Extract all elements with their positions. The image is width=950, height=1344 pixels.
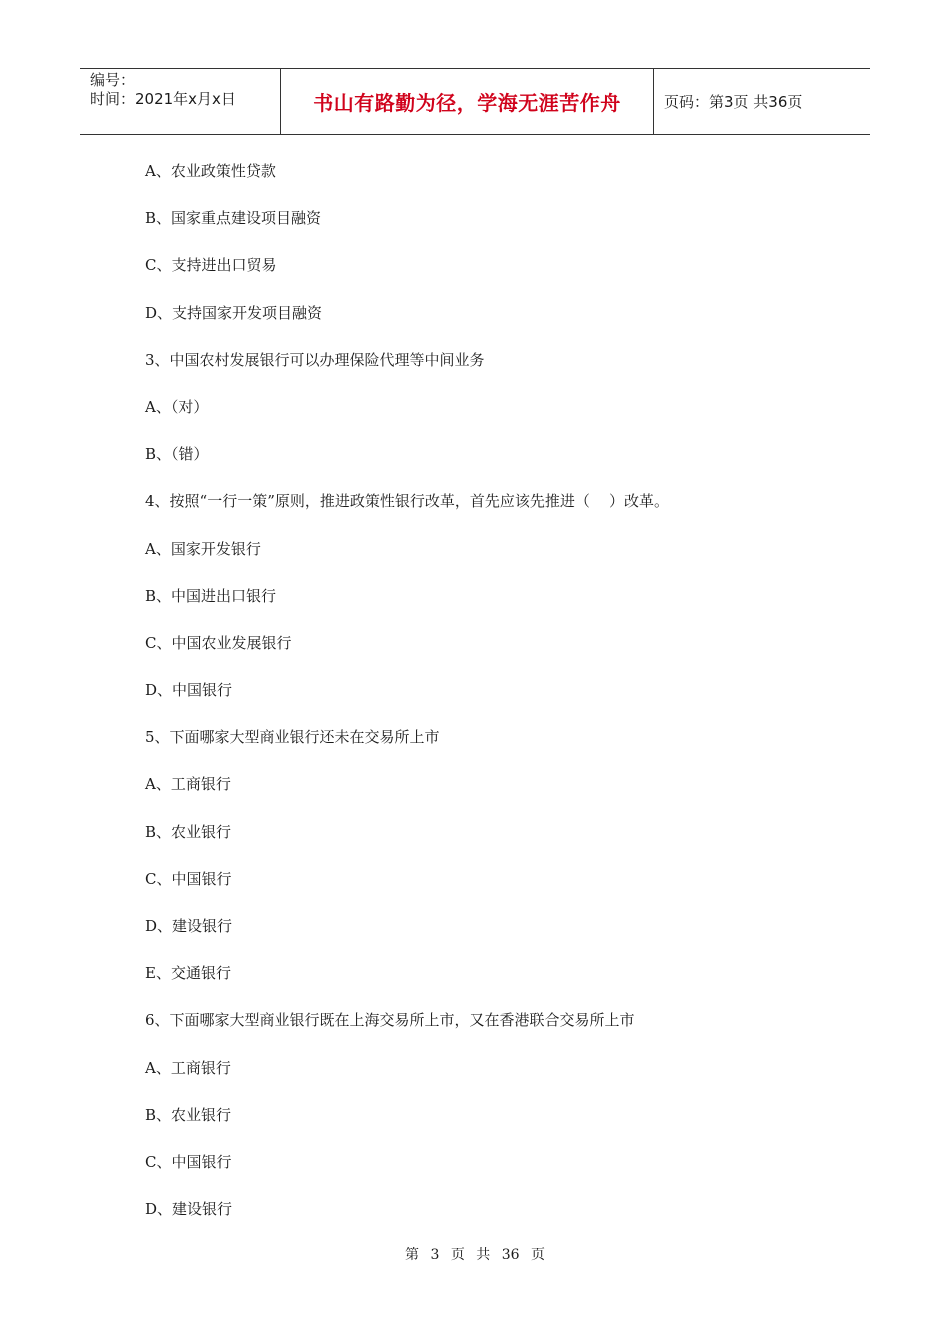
list-item: A、工商银行 <box>145 775 231 794</box>
document-time-label: 时间：2021年x月x日 <box>90 90 236 108</box>
page-header <box>80 68 870 135</box>
header-motto: 书山有路勤为径，学海无涯苦作舟 <box>281 69 654 134</box>
question-text: 5、下面哪家大型商业银行还未在交易所上市 <box>145 728 440 747</box>
list-item: D、中国银行 <box>145 681 233 700</box>
footer-text: 页 <box>450 1247 465 1263</box>
question-text: 6、下面哪家大型商业银行既在上海交易所上市，又在香港联合交易所上市 <box>145 1011 635 1030</box>
list-item: D、支持国家开发项目融资 <box>145 303 323 322</box>
footer-total-pages: 36 <box>501 1247 520 1263</box>
list-item: B、农业银行 <box>145 822 232 841</box>
list-item: D、建设银行 <box>145 917 233 935</box>
footer-text: 共 <box>476 1247 491 1263</box>
footer-text: 页 <box>531 1247 545 1263</box>
document-number-label: 编号： <box>90 71 136 89</box>
list-item: C、支持进出口贸易 <box>145 256 277 275</box>
list-item: D、建设银行 <box>145 1200 233 1219</box>
list-item: B、农业银行 <box>145 1105 232 1124</box>
question-text: 4、按照“一行一策”原则，推进政策性银行改革，首先应该先推进（ ）改革。 <box>145 492 669 511</box>
list-item: E、交通银行 <box>145 964 231 983</box>
list-item: B、（错） <box>145 445 209 464</box>
question-list <box>145 152 865 1237</box>
list-item: C、中国银行 <box>145 869 232 888</box>
list-item: A、工商银行 <box>145 1058 231 1077</box>
list-item: C、中国银行 <box>145 1152 232 1171</box>
header-page-info: 页码：第3页 共36页 <box>664 93 803 111</box>
header-meta <box>80 69 281 134</box>
list-item: C、中国农业发展银行 <box>145 633 292 652</box>
list-item: B、国家重点建设项目融资 <box>145 209 322 228</box>
list-item: A、国家开发银行 <box>145 539 261 558</box>
list-item: B、中国进出口银行 <box>145 586 277 605</box>
page-footer <box>0 1244 950 1264</box>
list-item: A、（对） <box>145 397 209 416</box>
footer-current-page: 3 <box>430 1247 440 1263</box>
question-text: 3、中国农村发展银行可以办理保险代理等中间业务 <box>145 350 485 369</box>
footer-text: 第 <box>404 1247 419 1263</box>
list-item: A、农业政策性贷款 <box>145 162 276 180</box>
